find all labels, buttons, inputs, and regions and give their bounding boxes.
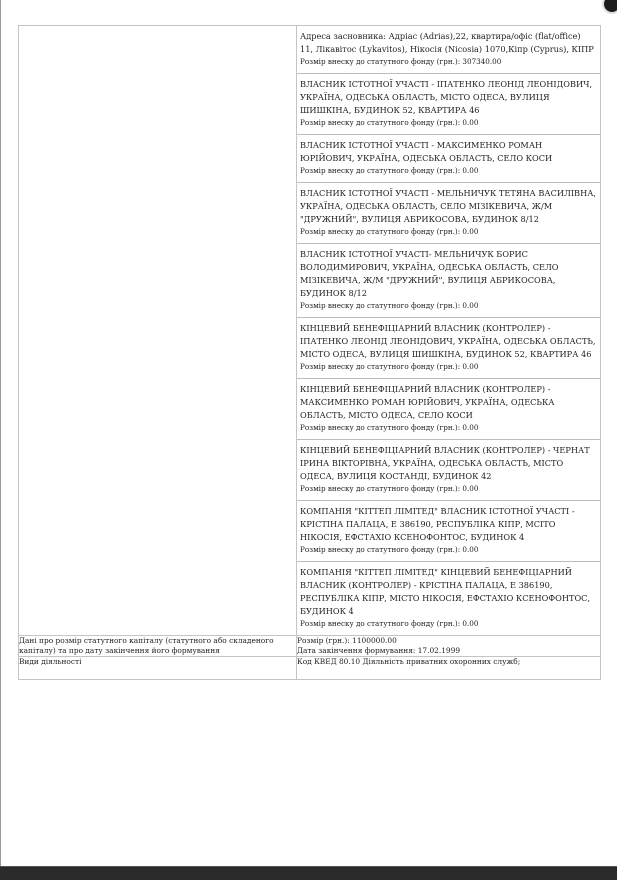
participant-info: ВЛАСНИК ІСТОТНОЇ УЧАСТІ - ІПАТЕНКО ЛЕОНІД ЛЕОНІДОВИЧ, УКРАЇНА, ОДЕСЬКА ОБЛАСТЬ, МІСТО ОДЕСА, ВУЛИЦЯ ШИШКІНА, БУДИНОК 52, КВАРТИРА 46 [300, 79, 593, 115]
activities-label-text: Види діяльності [19, 657, 82, 666]
participant-info: КІНЦЕВИЙ БЕНЕФІЦІАРНИЙ ВЛАСНИК (КОНТРОЛЕР) - МАКСИМЕНКО РОМАН ЮРІЙОВИЧ, УКРАЇНА, ОДЕСЬКА ОБЛАСТЬ, МІСТО ОДЕСА, СЕЛО КОСИ [300, 384, 555, 420]
capital-label [19, 636, 297, 657]
contribution-amount: Розмір внеску до статутного фонду (грн.): 0.00 [300, 118, 479, 127]
participant-info: ВЛАСНИК ІСТОТНОЇ УЧАСТІ - МЕЛЬНИЧУК ТЕТЯНА ВАСИЛІВНА, УКРАЇНА, ОДЕСЬКА ОБЛАСТЬ, СЕЛО МІЗІКЕВИЧА, Ж/М "ДРУЖНИЙ", ВУЛИЦЯ АБРИКОСОВА, БУДИНОК 8/12 [300, 188, 597, 224]
participant-entry [297, 501, 600, 562]
participant-info: КОМПАНІЯ "КІТТЕП ЛІМІТЕД" ВЛАСНИК ІСТОТНОЇ УЧАСТІ - КРІСТІНА ПАЛАЦА, Е 386190, РЕСПУБЛІКА КІПР, МСІТО НІКОСІЯ, ЕФСТАХІО КСЕНОФОНТОС, БУДИНОК 4 [300, 506, 575, 542]
founders-row [19, 26, 601, 636]
contribution-amount: Розмір внеску до статутного фонду (грн.): 0.00 [300, 301, 479, 310]
capital-amount: Розмір (грн.): 1100000.00 [297, 636, 397, 645]
capital-formation-date: Дата закінчення формування: 17.02.1999 [297, 646, 461, 655]
participant-entry [297, 244, 600, 318]
capital-values [297, 636, 601, 657]
founders-label-cell [19, 26, 297, 636]
registry-table [18, 25, 601, 680]
participant-info: ВЛАСНИК ІСТОТНОЇ УЧАСТІ - МАКСИМЕНКО РОМАН ЮРІЙОВИЧ, УКРАЇНА, ОДЕСЬКА ОБЛАСТЬ, СЕЛО КОСИ [300, 140, 553, 163]
participant-info: КІНЦЕВИЙ БЕНЕФІЦІАРНИЙ ВЛАСНИК (КОНТРОЛЕР) - ЧЕРНАТ ІРИНА ВІКТОРІВНА, УКРАЇНА, ОДЕСЬКА ОБЛАСТЬ, МІСТО ОДЕСА, ВУЛИЦЯ КОСТАНДІ, БУДИНОК 42 [300, 445, 590, 481]
participant-entry [297, 318, 600, 379]
participant-info: ВЛАСНИК ІСТОТНОЇ УЧАСТІ- МЕЛЬНИЧУК БОРИС ВОЛОДИМИРОВИЧ, УКРАЇНА, ОДЕСЬКА ОБЛАСТЬ, СЕЛО МІЗІКЕВИЧА, Ж/М "ДРУЖНИЙ", ВУЛИЦЯ АБРИКОСОВА, БУДИНОК 8/12 [300, 249, 559, 298]
capital-row [19, 636, 601, 657]
participant-info: Адреса засновника: Адріас (Adrias),22, квартира/офіс (flat/office) 11, Лікавітос (Lykavitos), Нікосія (Nicosia) 1070,Кіпр (Cyprus), КІПР [300, 31, 594, 54]
close-icon[interactable] [602, 0, 617, 14]
contribution-amount: Розмір внеску до статутного фонду (грн.): 307340.00 [300, 57, 502, 66]
contribution-amount: Розмір внеску до статутного фонду (грн.): 0.00 [300, 545, 479, 554]
contribution-amount: Розмір внеску до статутного фонду (грн.): 0.00 [300, 227, 479, 236]
participant-entry [297, 183, 600, 244]
activities-value: Код КВЕД 80.10 Діяльність приватних охоронних служб; [297, 657, 601, 680]
participant-entry [297, 440, 600, 501]
participant-entry [297, 74, 600, 135]
contribution-amount: Розмір внеску до статутного фонду (грн.): 0.00 [300, 619, 479, 628]
contribution-amount: Розмір внеску до статутного фонду (грн.): 0.00 [300, 166, 479, 175]
contribution-amount: Розмір внеску до статутного фонду (грн.): 0.00 [300, 362, 479, 371]
activities-row [19, 657, 601, 680]
contribution-amount: Розмір внеску до статутного фонду (грн.): 0.00 [300, 423, 479, 432]
participant-entry [297, 379, 600, 440]
bottom-bar [0, 866, 617, 880]
activities-label [19, 657, 297, 680]
participant-entry [297, 135, 600, 183]
founders-list-cell [297, 26, 601, 636]
participant-info: КІНЦЕВИЙ БЕНЕФІЦІАРНИЙ ВЛАСНИК (КОНТРОЛЕР) - ІПАТЕНКО ЛЕОНІД ЛЕОНІДОВИЧ, УКРАЇНА, ОДЕСЬКА ОБЛАСТЬ, МІСТО ОДЕСА, ВУЛИЦЯ ШИШКІНА, БУДИНОК 52, КВАРТИРА 46 [300, 323, 596, 359]
participant-entry [297, 26, 600, 74]
participant-entry [297, 562, 600, 635]
contribution-amount: Розмір внеску до статутного фонду (грн.): 0.00 [300, 484, 479, 493]
capital-label-text: Дані про розмір статутного капіталу (статутного або складеного капіталу) та про дату закінчення його формування [19, 636, 274, 655]
participant-info: КОМПАНІЯ "КІТТЕП ЛІМІТЕД" КІНЦЕВИЙ БЕНЕФІЦІАРНИЙ ВЛАСНИК (КОНТРОЛЕР) - КРІСТІНА ПАЛАЦА, Е 386190, РЕСПУБЛІКА КІПР, МІСТО НІКОСІЯ, ЕФСТАХІО КСЕНОФОНТОС, БУДИНОК 4 [300, 567, 591, 616]
